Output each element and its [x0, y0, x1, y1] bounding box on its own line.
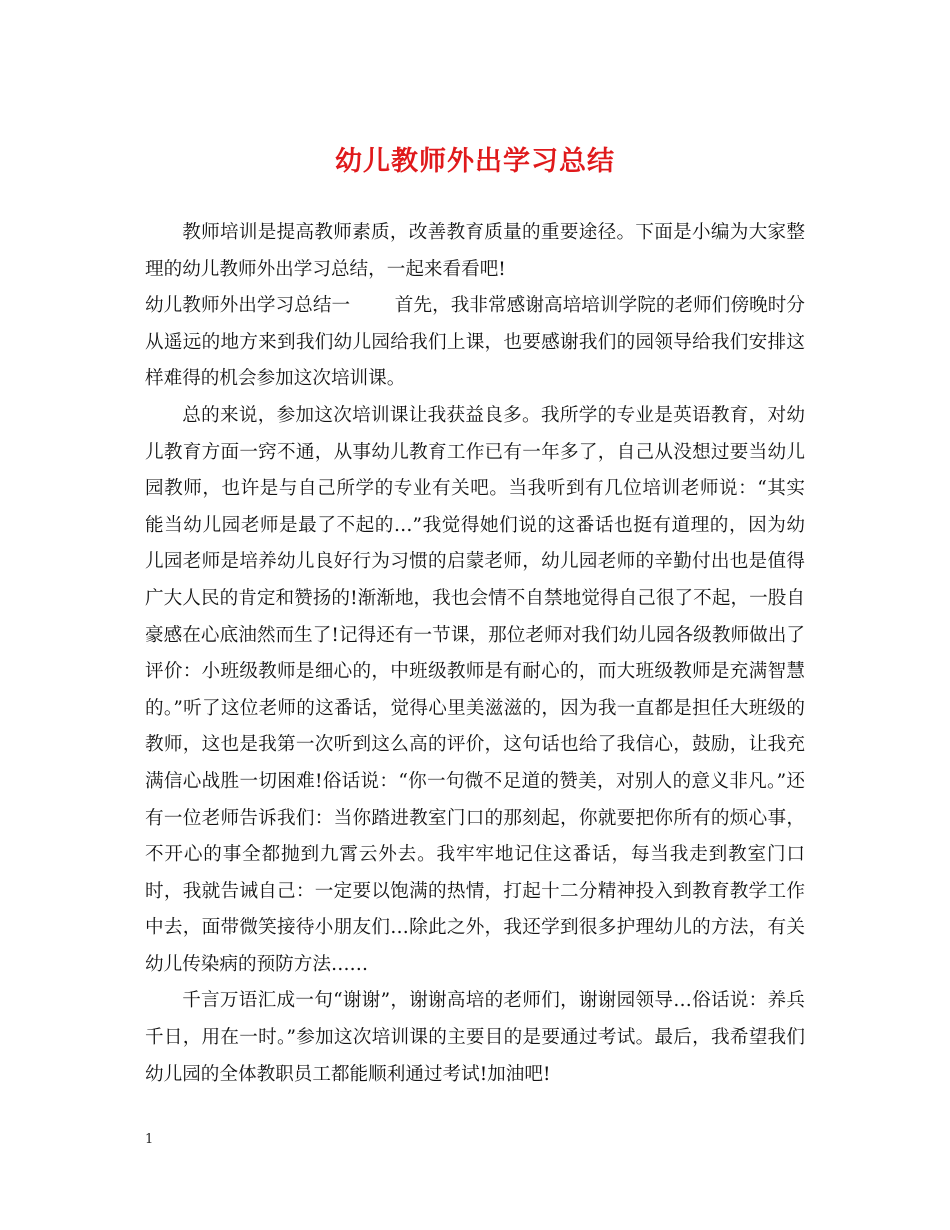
- document-title: 幼儿教师外出学习总结: [335, 146, 615, 177]
- section-paragraph: [145, 288, 805, 398]
- section-opening-text: 首先，我非常感谢高培培训学院的老师们傍晚时分从遥远的地方来到我们幼儿园给我们上课，也要感谢我们的园领导给我们安排这样难得的机会参加这次培训课。: [145, 295, 805, 390]
- section-heading: 幼儿教师外出学习总结一: [145, 295, 351, 317]
- intro-paragraph: 教师培训是提高教师素质，改善教育质量的重要途径。下面是小编为大家整理的幼儿教师外出学习总结，一起来看看吧!: [145, 222, 805, 280]
- body-paragraph-2: 总的来说，参加这次培训课让我获益良多。我所学的专业是英语教育，对幼儿教育方面一窍不通，从事幼儿教育工作已有一年多了，自己从没想过要当幼儿园教师，也许是与自己所学的专业有关吧。当我听到有几位培训老师说：“其实能当幼儿园老师是最了不起的…”我觉得她们说的这番话也挺有道理的，因为幼儿园老师是培养幼儿良好行为习惯的启蒙老师，幼儿园老师的辛勤付出也是值得广大人民的肯定和赞扬的!渐渐地，我也会情不自禁地觉得自己很了不起，一股自豪感在心底油然而生了!记得还有一节课，那位老师对我们幼儿园各级教师做出了评价：小班级教师是细心的，中班级教师是有耐心的，而大班级教师是充满智慧的。”听了这位老师的这番话，觉得心里美滋滋的，因为我一直都是担任大班级的教师，这也是我第一次听到这么高的评价，这句话也给了我信心，鼓励，让我充满信心战胜一切困难!俗话说：“你一句微不足道的赞美，对别人的意义非凡。”还有一位老师告诉我们：当你踏进教室门口的那刻起，你就要把你所有的烦心事，不开心的事全都抛到九霄云外去。我牢牢地记住这番话，每当我走到教室门口时，我就告诫自己：一定要以饱满的热情，打起十二分精神投入到教育教学工作中去，面带微笑接待小朋友们…除此之外，我还学到很多护理幼儿的方法，有关幼儿传染病的预防方法……: [145, 404, 805, 975]
- body-paragraph-3: 千言万语汇成一句“谢谢”，谢谢高培的老师们，谢谢园领导…俗话说：养兵千日，用在一时。”参加这次培训课的主要目的是要通过考试。最后，我希望我们幼儿园的全体教职员工都能顺利通过考试!加油吧!: [145, 990, 805, 1085]
- page-number: 1: [145, 1132, 154, 1147]
- document-body: [145, 215, 805, 1093]
